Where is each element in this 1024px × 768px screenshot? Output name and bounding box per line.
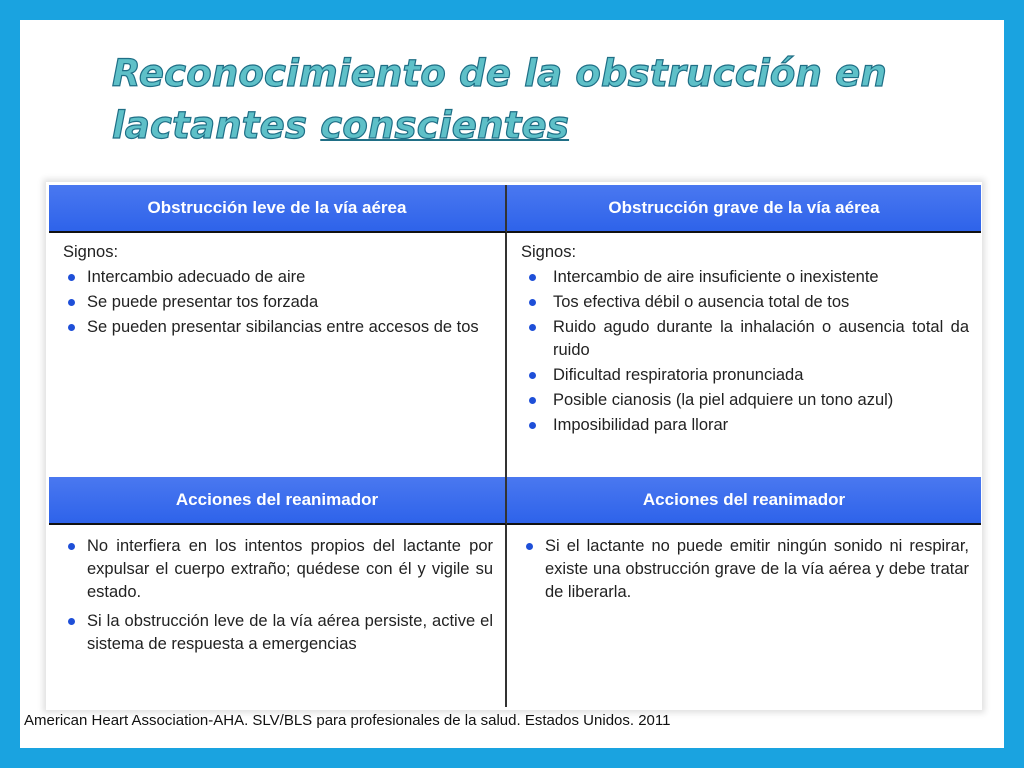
list-item: Imposibilidad para llorar [521, 414, 969, 437]
mild-signs-list [63, 266, 493, 339]
title-line-2 [112, 100, 972, 152]
title-underlined-word: conscientes [320, 104, 570, 147]
list-item: Tos efectiva débil o ausencia total de tos [521, 291, 969, 314]
obstruction-table [46, 182, 982, 710]
mild-actions-list [63, 535, 493, 656]
slide [20, 20, 1004, 748]
title-line-1: Reconocimiento de la obstrucción en [112, 52, 887, 95]
list-item: Se pueden presentar sibilancias entre accesos de tos [63, 316, 493, 339]
severe-actions-cell [507, 525, 981, 707]
header-severe-obstruction: Obstrucción grave de la vía aérea [507, 185, 981, 233]
slide-title [112, 48, 972, 152]
title-line-2-text: lactantes [112, 104, 321, 147]
severe-signs-label: Signos: [521, 243, 577, 261]
list-item: Intercambio de aire insuficiente o inexistente [521, 266, 969, 289]
header-mild-actions: Acciones del reanimador [49, 477, 507, 525]
list-item: Si la obstrucción leve de la vía aérea persiste, active el sistema de respuesta a emergencias [63, 610, 493, 656]
list-item: Dificultad respiratoria pronunciada [521, 364, 969, 387]
list-item: Si el lactante no puede emitir ningún sonido ni respirar, existe una obstrucción grave de la vía aérea y debe tratar de liberarla. [521, 535, 969, 604]
list-item: Se puede presentar tos forzada [63, 291, 493, 314]
list-item: Posible cianosis (la piel adquiere un tono azul) [521, 389, 969, 412]
header-mild-obstruction: Obstrucción leve de la vía aérea [49, 185, 507, 233]
list-item: Intercambio adecuado de aire [63, 266, 493, 289]
list-item: Ruido agudo durante la inhalación o ausencia total da ruido [521, 316, 969, 362]
severe-signs-list [521, 266, 969, 437]
header-severe-actions: Acciones del reanimador [507, 477, 981, 525]
mild-signs-label: Signos: [63, 243, 119, 261]
table-grid [49, 185, 979, 707]
mild-signs-cell [49, 233, 507, 477]
severe-actions-list [521, 535, 969, 604]
list-item: No interfiera en los intentos propios del lactante por expulsar el cuerpo extraño; quédese con él y vigile su estado. [63, 535, 493, 604]
citation: American Heart Association-AHA. SLV/BLS para profesionales de la salud. Estados Unidos. 2011 [24, 712, 671, 729]
mild-actions-cell [49, 525, 507, 707]
severe-signs-cell [507, 233, 981, 477]
